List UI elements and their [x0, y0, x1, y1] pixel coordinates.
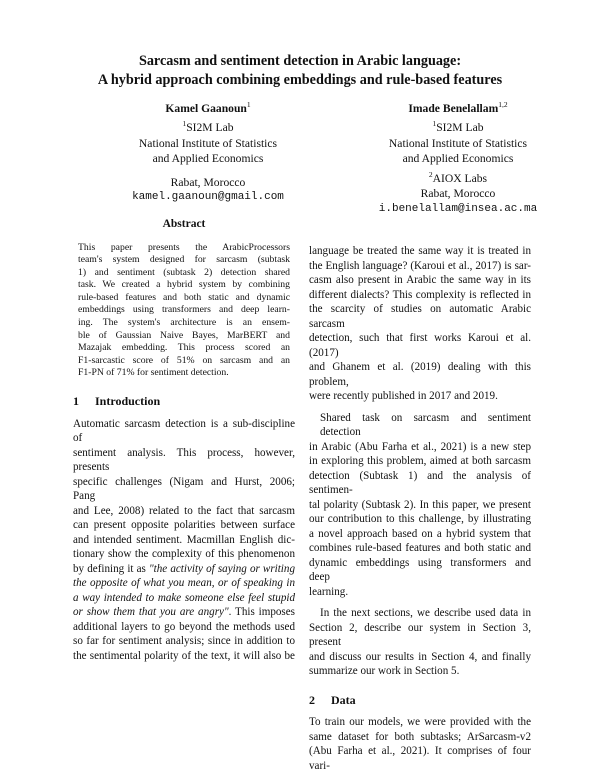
body-line: (Abu Farha et al., 2021). It comprises of four vari-	[309, 745, 531, 772]
author-location: Rabat, Morocco	[170, 175, 246, 189]
body-line: so far for sentiment analysis; since in addition to	[73, 635, 295, 648]
author-location: Rabat, Morocco	[420, 187, 496, 201]
quote-text: or show them that you are angry"	[73, 606, 229, 619]
body-line: tal polarity (Subtask 2). In this paper, we present	[309, 498, 531, 511]
author-affil-sup: 1	[246, 100, 251, 109]
affiliation-line: AIOX Labs	[432, 171, 488, 185]
section-title: Data	[331, 692, 356, 707]
body-line: To train our models, we were provided with the	[309, 716, 531, 728]
body-line: In the next sections, we describe used data in	[320, 607, 531, 619]
section-heading-data	[309, 693, 531, 708]
abstract-line: F1-PN of 71% for sentiment detection.	[78, 367, 229, 379]
abstract-line: embeddings using transformers and deep learn-	[78, 304, 290, 316]
body-line: our contribution to this challenge, by illustrating	[309, 513, 531, 525]
paper-title	[0, 52, 600, 90]
body-text: by defining it as	[73, 562, 149, 575]
author-name: Imade Benelallam	[408, 101, 499, 115]
body-line: combines rule-based features and both static and	[309, 542, 531, 554]
quote-line: the opposite of what you mean, or of speaking in	[73, 577, 295, 590]
affiliation-line: SI2M Lab	[436, 121, 484, 135]
author-affil-sup: 1,2	[498, 100, 508, 109]
paragraph	[309, 606, 531, 679]
introduction-body	[73, 417, 295, 664]
body-line	[73, 562, 295, 577]
section-heading-introduction	[73, 394, 295, 409]
affiliation-line: and Applied Economics	[402, 152, 514, 166]
title-line-2: A hybrid approach combining embeddings and rule-based features	[97, 72, 503, 88]
abstract-line: 1) and sentiment (subtask 2) detection shared	[78, 266, 290, 278]
abstract-line: ing. The system's architecture is an ensem-	[78, 317, 290, 329]
affil-sup: 1	[182, 119, 187, 129]
abstract-body	[73, 242, 295, 381]
author-email[interactable]: kamel.gaanoun@gmail.com	[132, 191, 284, 204]
body-line: dynamic embeddings using transformers and deep	[309, 556, 531, 583]
body-line: and Lee, 2008) related to the fact that sarcasm	[73, 504, 295, 517]
author-name: Kamel Gaanoun	[165, 101, 247, 115]
body-line: and discuss our results in Section 4, and finally	[309, 650, 531, 663]
body-line: in Arabic (Abu Farha et al., 2021) is a new step	[309, 440, 531, 453]
body-line: the scarcity of studies on automatic Arabic sarcasm	[309, 303, 531, 330]
abstract-line: ble of Gaussian Naive Bayes, MarBERT and	[78, 329, 290, 341]
data-body	[309, 715, 531, 773]
body-line: detection, such that first works Karoui et al. (2017)	[309, 332, 531, 359]
section-number: 1	[73, 394, 79, 409]
body-line: tionary show the complexity of this phenomenon	[73, 548, 295, 561]
body-text: . This imposes	[228, 606, 295, 619]
body-line: Section 2, describe our system in Section 3, present	[309, 621, 531, 648]
body-line: the sentimental polarity of the text, it will also be	[73, 649, 295, 662]
body-line: were recently published in 2017 and 2019.	[309, 390, 498, 402]
paragraph	[309, 411, 531, 600]
quote-text: "the activity of saying or writing	[148, 562, 295, 575]
body-line	[73, 605, 295, 620]
section-title: Introduction	[95, 394, 161, 409]
body-line: Automatic sarcasm detection is a sub-discipline of	[73, 417, 295, 445]
author-block-2	[335, 97, 581, 217]
affiliation-line: National Institute of Statistics	[388, 136, 528, 150]
body-line: Shared task on sarcasm and sentiment detection	[320, 411, 531, 438]
body-line: summarize our work in Section 5.	[309, 665, 460, 677]
body-line: learning.	[309, 585, 349, 598]
abstract-line: rule-based features and both static and dynamic	[78, 291, 290, 303]
body-line: casm also present in Arabic the same way in its	[309, 274, 531, 286]
abstract-line: F1-sarcastic score of 51% on sarcasm and an	[78, 354, 290, 366]
quote-line: a way intended to make someone else feel stupid	[73, 591, 295, 604]
paragraph	[309, 244, 531, 404]
body-line: and intended sentiment. Macmillan English dic-	[73, 533, 295, 546]
author-email[interactable]: i.benelallam@insea.ac.ma	[378, 202, 538, 215]
body-line: sentiment analysis. This process, however, presents	[73, 446, 295, 474]
author-block-1	[98, 97, 318, 206]
body-line: additional layers to go beyond the methods used	[73, 620, 295, 633]
abstract-line: Mazajak embedding. This process scored an	[78, 342, 290, 354]
abstract-line: team's system designed for sarcasm (subtask	[78, 254, 290, 266]
right-column	[309, 244, 531, 773]
affiliation-line: National Institute of Statistics	[138, 136, 278, 150]
affiliation-line: SI2M Lab	[186, 121, 234, 135]
body-line: different dialects? This complexity is reflected in	[309, 288, 531, 301]
body-line: same dataset for both subtasks; ArSarcasm-v2	[309, 730, 531, 743]
title-line-1: Sarcasm and sentiment detection in Arabic language:	[138, 53, 462, 69]
body-line: a novel approach based on a hybrid system that	[309, 527, 531, 540]
body-line: in exploring this problem, aimed at both sarcasm	[309, 455, 531, 467]
body-line: detection (Subtask 1) and the analysis of sentimen-	[309, 469, 531, 496]
body-line: can present opposite polarities between surface	[73, 519, 295, 532]
affiliation-line: and Applied Economics	[152, 152, 264, 166]
left-column	[73, 217, 295, 663]
abstract-line: This paper presents the ArabicProcessors	[78, 241, 290, 253]
body-line: specific challenges (Nigam and Hurst, 2006; Pang	[73, 475, 295, 503]
body-line: the English language? (Karoui et al., 2017) is sar-	[309, 259, 531, 272]
affil-sup: 2	[428, 169, 433, 179]
abstract-heading: Abstract	[162, 218, 206, 230]
affil-sup: 1	[432, 119, 437, 129]
body-line: language be treated the same way it is treated in	[309, 245, 531, 257]
abstract-line: task. We created a hybrid system by combining	[78, 279, 290, 291]
section-number: 2	[309, 692, 315, 707]
body-line: and Ghanem et al. (2019) dealing with this problem,	[309, 361, 531, 388]
